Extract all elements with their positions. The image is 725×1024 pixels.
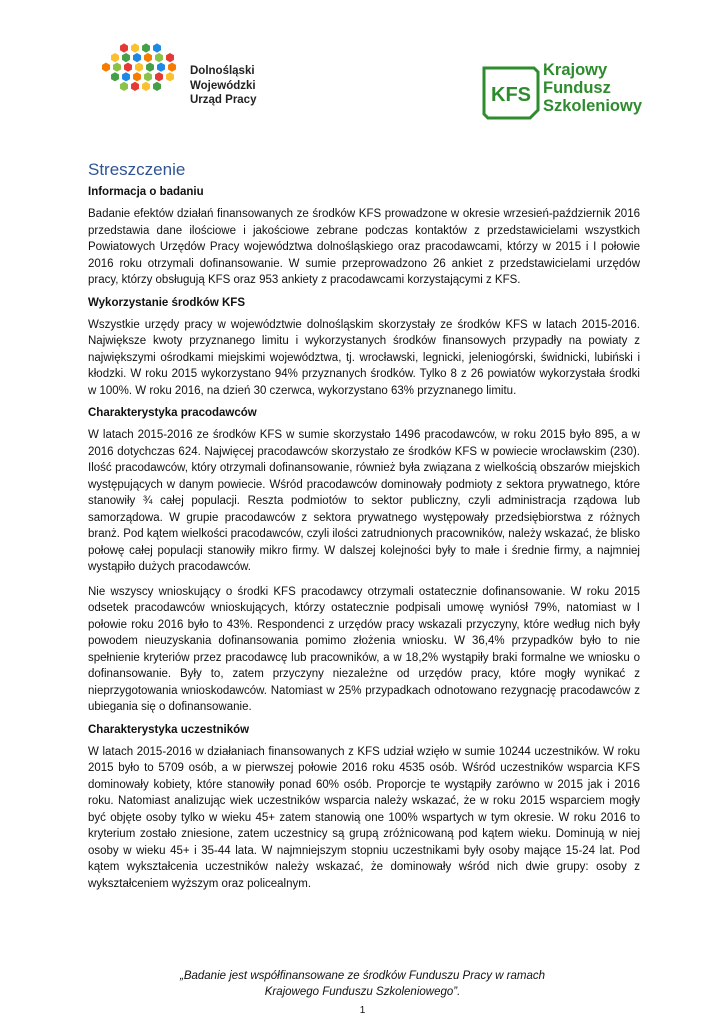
hexagon-cell-icon [124, 63, 132, 72]
dwup-line-1: Dolnośląski [190, 65, 255, 77]
hexagon-cell-icon [133, 72, 141, 81]
document-body [88, 160, 640, 900]
footer-line-2: Krajowego Funduszu Szkoleniowego”. [264, 986, 461, 998]
hexagon-cell-icon [113, 63, 121, 72]
page-header [0, 0, 725, 140]
hexagon-cell-icon [166, 72, 174, 81]
hexagon-cell-icon [157, 63, 165, 72]
dwup-logo-text [190, 64, 256, 108]
hexagon-cell-icon [146, 63, 154, 72]
hexagon-cell-icon [166, 53, 174, 62]
hexagon-cell-icon [153, 82, 161, 91]
section-wykorzystanie [88, 297, 640, 400]
section-paragraph: W latach 2015-2016 w działaniach finansowanych z KFS udział wzięło w sumie 10244 uczestników. W roku 2015 było to 5709 osób, a w pierwszej połowie 2016 roku 4535 osób. Wśród uczestników wsparcia KFS dominowały kobiety, które stanowiły ponad 60% osób. Proporcje te wystąpiły zarówno w 2015 jak i 2016 roku. Natomiast analizując wiek uczestników wsparcia należy wskazać, że w roku 2015 wsparciem mogły być objęte osoby tylko w wieku 45+ zatem stanowią one 100% wspartych w tym okresie. W roku 2016 to kryterium zostało zniesione, zatem uczestnicy są grupą zróżnicowaną pod kątem wieku. Dominują w niej osoby w wieku 45+ i 35-44 lata. W najmniejszym stopniu uczestnikami były osoby mające 15-24 lat. Pod kątem wykształcenia uczestników należy wskazać, że dominowały wśród nich dwie grupy: osoby z wykształceniem wyższym oraz policealnym. [88, 745, 640, 890]
section-paragraph: Nie wszyscy wnioskujący o środki KFS pracodawcy otrzymali ostatecznie dofinansowanie. W roku 2015 odsetek pracodawców wnioskujących, którzy ostatecznie podpisali umowę wyniósł 79%, natomiast w I połowie roku 2016 było to 43%. Respondenci z urzędów pracy wskazali przyczyny, które według nich były powodem nieuzyskania dofinansowania pomimo złożenia wniosku. W 36,4% przypadków było to nie spełnienie kryteriów przez pracodawcę lub pracowników, a w 18,2% wystąpiły braki formalne we wniosku o dofinansowanie. Były to, zatem przyczyny niezależne od urzędów pracy, które mogły wynikać z nieprzygotowania wnioskodawców. Natomiast w 25% przypadkach odnotowano rezygnację pracodawców z ubiegania się o dofinansowanie. [88, 585, 640, 713]
hexagon-cell-icon [133, 53, 141, 62]
hexagon-cell-icon [155, 72, 163, 81]
hexagon-cell-icon [122, 53, 130, 62]
kfs-badge-text: KFS [491, 84, 531, 106]
kfs-line-3: Szkoleniowy [543, 97, 643, 115]
hexagon-cell-icon [111, 72, 119, 81]
hexagon-cell-icon [153, 43, 161, 52]
section-paragraph: Badanie efektów działań finansowanych ze środków KFS prowadzone w okresie wrzesień-październik 2016 przedstawia dane ilościowe i jakościowe zebrane podczas kontaktów z przedstawicielami wszystkich Powiatowych Urzędów Pracy województwa dolnośląskiego oraz pracodawcami, którzy w 2015 i I połowie 2016 roku otrzymali dofinansowanie. W sumie przeprowadzono 26 ankiet z przedstawicielami urzędów pracy, którzy obsługują KFS oraz 953 ankiety z pracodawcami korzystającymi z KFS. [88, 208, 640, 286]
hexagon-cell-icon [122, 72, 130, 81]
hexagon-cell-icon [131, 82, 139, 91]
hexagon-cell-icon [142, 82, 150, 91]
section-heading: Wykorzystanie środków KFS [88, 296, 245, 309]
section-paragraph: W latach 2015-2016 ze środków KFS w sumie skorzystało 1496 pracodawców, w roku 2015 było 895, a w 2016 dotychczas 624. Najwięcej pracodawców skorzystało ze środków KFS w powiecie wrocławskim (230). Ilość pracodawców, który otrzymali dofinansowanie, również była związana z wielkością obszarów miejskich występujących w danym powiecie. Wśród pracodawców dominowały podmioty z sektora prywatnego, które stanowiły ¾ całej populacji. Reszta podmiotów to sektor publiczny, czyli administracja rządowa lub samorządowa. W grupie pracodawców z sektora prywatnego występowały przedsiębiorstwa z różnych branż. Pod kątem wielkości pracodawców, czyli ilości zatrudnionych pracowników, należy wskazać, że blisko połowę całej populacji stanowiły mikro firmy. W dalszej kolejności były to małe i średnie firmy, a najmniej wystąpiło dużych pracodawców. [88, 429, 640, 573]
hexagon-cell-icon [111, 53, 119, 62]
hexagon-cell-icon [102, 63, 110, 72]
section-heading: Informacja o badaniu [88, 186, 204, 198]
section-paragraph: Wszystkie urzędy pracy w województwie dolnośląskim skorzystały ze środków KFS w latach 2015-2016. Największe kwoty przyznanego limitu i wykorzystanych środków finansowych przypadły na powiaty z największymi ośrodkami miejskimi województwa, tj. wrocławski, legnicki, jeleniogórski, świdnicki, lubiński i kłodzki. W roku 2015 wykorzystano 94% przyznanych środków. Tylko 8 z 26 powiatów wykorzystała środki w 100%. W roku 2016, na dzień 30 czerwca, wykorzystano 63% przyznanego limitu. [88, 318, 640, 397]
hexagon-cell-icon [142, 43, 150, 52]
hexagon-cell-icon [144, 72, 152, 81]
page-title: Streszczenie [88, 160, 186, 179]
section-informacja [88, 186, 640, 289]
hexagon-cell-icon [144, 53, 152, 62]
section-heading: Charakterystyka pracodawców [88, 407, 257, 419]
kfs-logo-text [543, 61, 642, 115]
kfs-line-1: Krajowy [543, 61, 608, 79]
hexagon-cell-icon [155, 53, 163, 62]
section-pracodawcy [88, 407, 640, 716]
section-uczestnicy [88, 724, 640, 893]
hexagon-cell-icon [120, 82, 128, 91]
section-heading: Charakterystyka uczestników [88, 723, 250, 736]
page-number: 1 [359, 1005, 366, 1016]
kfs-line-2: Fundusz [543, 79, 611, 97]
hexagon-cell-icon [120, 43, 128, 52]
dwup-line-3: Urząd Pracy [190, 94, 257, 106]
hexagon-cell-icon [135, 63, 143, 72]
footer-note [0, 968, 725, 1000]
hexagon-cell-icon [168, 63, 176, 72]
hexagon-cell-icon [131, 43, 139, 52]
dwup-line-2: Wojewódzki [190, 79, 256, 92]
footer-line-1: „Badanie jest współfinansowane ze środków Funduszu Pracy w ramach [180, 970, 545, 982]
